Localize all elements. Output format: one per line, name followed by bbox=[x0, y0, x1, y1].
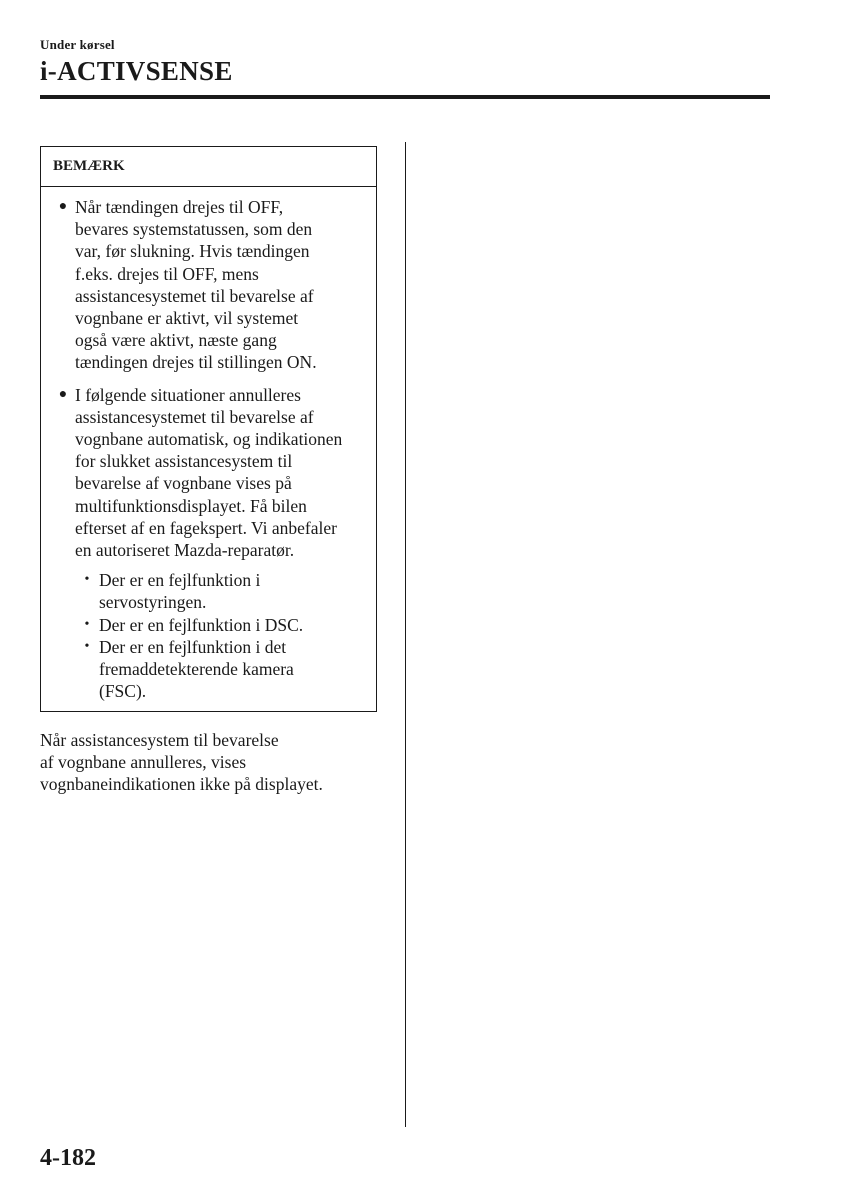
body-paragraph: Når assistancesystem til bevarelse af vognbane annulleres, vises vognbaneindikationen ikke på displayet. bbox=[40, 730, 323, 795]
page-title: i-ACTIVSENSE bbox=[40, 56, 233, 86]
column-divider bbox=[405, 142, 406, 1127]
sub-list-item-text: Der er en fejlfunktion i det fremaddetekterende kamera (FSC). bbox=[99, 636, 294, 702]
sub-list-item bbox=[75, 569, 364, 613]
sub-bullet-icon: • bbox=[84, 638, 90, 654]
sub-list bbox=[75, 569, 364, 702]
note-bullet-item bbox=[51, 196, 364, 374]
bullet-icon: ● bbox=[58, 386, 68, 402]
sub-bullet-icon: • bbox=[84, 616, 90, 632]
note-bullet-text: I følgende situationer annulleres assistancesystemet til bevarelse af vognbane automatisk, og indikationen for slukket assistancesystem til bevarelse af vognbane vises på multifunktionsdisplayet. Få bilen efterset af en fagekspert. Vi anbefaler en autoriseret Mazda-reparatør. bbox=[75, 384, 343, 561]
note-box bbox=[40, 146, 377, 712]
note-bullet-text: Når tændingen drejes til OFF, bevares systemstatussen, som den var, før slukning. Hvis tændingen f.eks. drejes til OFF, mens assistancesystemet til bevarelse af vognbane er aktivt, vil systemet også være aktivt, næste gang tændingen drejes til stillingen ON. bbox=[75, 197, 317, 373]
note-heading: BEMÆRK bbox=[41, 147, 376, 187]
sub-list-item-text: Der er en fejlfunktion i DSC. bbox=[99, 614, 304, 635]
sub-list-item bbox=[75, 636, 364, 703]
note-bullet-item bbox=[51, 384, 364, 703]
sub-list-item-text: Der er en fejlfunktion i servostyringen. bbox=[99, 570, 261, 613]
title-rule bbox=[40, 95, 770, 99]
note-body bbox=[41, 187, 376, 711]
page-number: 4-182 bbox=[40, 1145, 96, 1171]
section-label: Under kørsel bbox=[40, 37, 115, 52]
sub-list-item bbox=[75, 614, 364, 636]
bullet-icon: ● bbox=[58, 199, 68, 214]
sub-bullet-icon: • bbox=[84, 572, 90, 588]
